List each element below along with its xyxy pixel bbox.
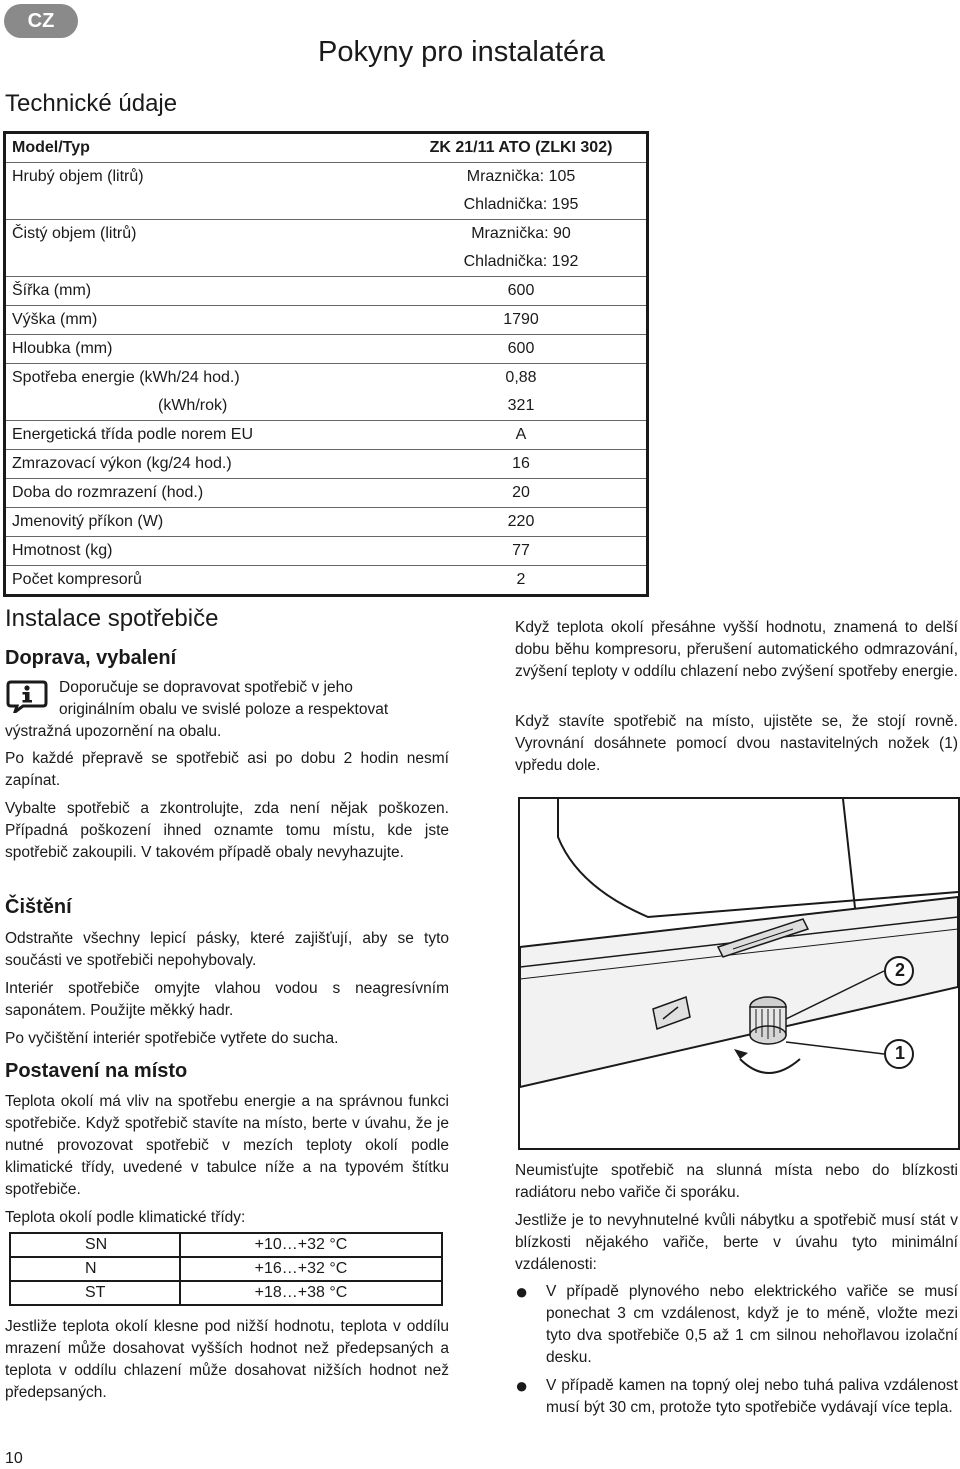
climate-range: +18…+38 °C xyxy=(254,1284,348,1301)
spec-value: 16 xyxy=(512,455,530,472)
table-row xyxy=(11,1234,441,1258)
table-row xyxy=(11,1282,441,1304)
spec-header-value: ZK 21/11 ATO (ZLKI 302) xyxy=(429,139,613,156)
table-row xyxy=(6,537,646,566)
info-icon xyxy=(5,679,49,713)
placement-heading: Postavení na místo xyxy=(5,1060,188,1082)
spec-value: 321 xyxy=(507,397,535,414)
page-title: Pokyny pro instalatéra xyxy=(318,36,605,68)
spec-value: 1790 xyxy=(503,311,539,328)
cleaning-paragraph-2: Interiér spotřebiče omyjte vlahou vodou s neagresívním saponátem. Použijte měkký hadr. xyxy=(5,980,449,1019)
spec-value: 77 xyxy=(512,542,530,559)
spec-label: Doba do rozmrazení (hod.) xyxy=(12,484,204,501)
spec-value: 2 xyxy=(516,571,526,588)
spec-value: 0,88 xyxy=(505,369,537,386)
climate-class: ST xyxy=(11,1282,181,1304)
spec-value: Mraznička: 90 xyxy=(471,225,571,242)
info-line-2: originálním obalu ve svislé poloze a respektovat xyxy=(59,701,389,718)
language-badge: CZ xyxy=(4,4,78,38)
spec-label: (kWh/rok) xyxy=(158,397,228,414)
table-row xyxy=(6,220,646,248)
table-row xyxy=(6,479,646,508)
table-row xyxy=(6,191,646,220)
spec-label: Energetická třída podle norem EU xyxy=(12,426,254,443)
table-row xyxy=(6,163,646,191)
spec-label: Zmrazovací výkon (kg/24 hod.) xyxy=(12,455,232,472)
cleaning-heading: Čištění xyxy=(5,896,72,918)
spec-label: Výška (mm) xyxy=(12,311,98,328)
transport-paragraph: Po každé přepravě se spotřebič asi po dobu 2 hodin nesmí zapínat. xyxy=(5,750,449,789)
spec-value: 220 xyxy=(507,513,535,530)
cleaning-paragraph-3: Po vyčištění interiér spotřebiče vytřete do sucha. xyxy=(5,1030,339,1047)
furniture-paragraph: Jestliže je to nevyhnutelné kvůli nábytku a spotřebič musí stát v blízkosti nějakého vařiče, berte v úvahu tyto minimální vzdálenosti: xyxy=(515,1212,958,1273)
table-row xyxy=(6,450,646,479)
spec-value: 600 xyxy=(507,340,535,357)
high-temp-paragraph: Když teplota okolí přesáhne vyšší hodnotu, znamená to delší dobu běhu kompresoru, přerušení automatického odmrazování, zvýšení teploty v oddílu chlazení nebo zvýšení spotřeby energie. xyxy=(515,619,958,680)
transport-heading: Doprava, vybalení xyxy=(5,647,177,669)
info-line-3: výstražná upozornění na obalu. xyxy=(5,723,222,740)
spec-label: Čistý objem (litrů) xyxy=(12,225,137,242)
spec-header-label: Model/Typ xyxy=(12,139,90,156)
figure-label-1: 1 xyxy=(894,1043,905,1063)
spec-table xyxy=(3,131,649,597)
climate-class: SN xyxy=(11,1234,181,1256)
bullet-dot-icon: ● xyxy=(515,1279,529,1304)
table-row xyxy=(6,277,646,306)
spec-value: Mraznička: 105 xyxy=(466,168,576,185)
install-heading: Instalace spotřebiče xyxy=(5,605,219,632)
spec-label: Hloubka (mm) xyxy=(12,340,113,357)
spec-label: Počet kompresorů xyxy=(12,571,142,588)
spec-label: Jmenovitý příkon (W) xyxy=(12,513,164,530)
table-row xyxy=(6,392,646,421)
cleaning-paragraph-1: Odstraňte všechny lepicí pásky, které zajišťují, aby se tyto součásti ve spotřebiči nepohybovaly. xyxy=(5,930,449,969)
spec-header-row xyxy=(6,134,646,163)
technical-heading: Technické údaje xyxy=(5,90,178,117)
table-row xyxy=(6,364,646,392)
climate-range: +16…+32 °C xyxy=(254,1260,348,1277)
spec-value: 20 xyxy=(512,484,530,501)
bullet-dot-icon: ● xyxy=(515,1373,529,1398)
table-row xyxy=(6,306,646,335)
unpack-paragraph: Vybalte spotřebič a zkontrolujte, zda není nějak poškozen. Případná poškození ihned oznamte tomu místu, kde jste spotřebič zakoupili. V takovém případě obaly nevyhazujte. xyxy=(5,800,449,861)
climate-caption: Teplota okolí podle klimatické třídy: xyxy=(5,1209,246,1226)
placement-paragraph: Teplota okolí má vliv na spotřebu energie a na správnou funkci spotřebiče. Když spotřebič stavíte na místo, berte v úvahu, že je nutné provozovat spotřebič v mezích teploty okolí podle klimatické třídy, uvedené v tabulce níže a na typovém štítku spotřebiče. xyxy=(5,1093,449,1198)
sun-paragraph: Neumisťujte spotřebič na slunná místa nebo do blízkosti radiátoru nebo vařiče či sporáku. xyxy=(515,1162,958,1201)
table-row xyxy=(6,566,646,594)
climate-table xyxy=(9,1232,443,1306)
spec-label: Hrubý objem (litrů) xyxy=(12,168,144,185)
low-temp-paragraph: Jestliže teplota okolí klesne pod nižší hodnotu, teplota v oddílu mrazení může dosahovat vyšších hodnot než předepsaných a teplota v oddílu chlazení může dosahovat nižších hodnot než předepsaných. xyxy=(5,1318,449,1401)
figure-label-2: 2 xyxy=(894,960,905,980)
table-row xyxy=(6,248,646,277)
table-row xyxy=(6,335,646,364)
spec-value: Chladnička: 192 xyxy=(463,253,579,270)
page-number: 10 xyxy=(5,1450,23,1467)
bullet-gas-text: V případě plynového nebo elektrického vařiče se musí ponechat 3 cm vzdálenost, když je to méně, vložte mezi tyto dva spotřebiče 0,5 až 1 cm silnou nehořlavou izolační desku. xyxy=(546,1283,958,1366)
spec-value: A xyxy=(515,426,527,443)
info-line-1: Doporučuje se dopravovat spotřebič v jeho xyxy=(59,679,353,696)
spec-label: Hmotnost (kg) xyxy=(12,542,113,559)
climate-range: +10…+32 °C xyxy=(254,1236,348,1253)
table-row xyxy=(6,421,646,450)
spec-value: Chladnička: 195 xyxy=(463,196,579,213)
level-paragraph: Když stavíte spotřebič na místo, ujistěte se, že stojí rovně. Vyrovnání dosáhnete pomocí dvou nastavitelných nožek (1) vpředu dole. xyxy=(515,713,958,774)
spec-label: Spotřeba energie (kWh/24 hod.) xyxy=(12,369,240,386)
bullet-stove-text: V případě kamen na topný olej nebo tuhá paliva vzdálenost musí být 30 cm, protože tyto spotřebiče vydávají více tepla. xyxy=(546,1377,958,1416)
table-row xyxy=(11,1258,441,1282)
spec-value: 600 xyxy=(507,282,535,299)
table-row xyxy=(6,508,646,537)
climate-class: N xyxy=(11,1258,181,1280)
spec-label: Šířka (mm) xyxy=(12,282,92,299)
